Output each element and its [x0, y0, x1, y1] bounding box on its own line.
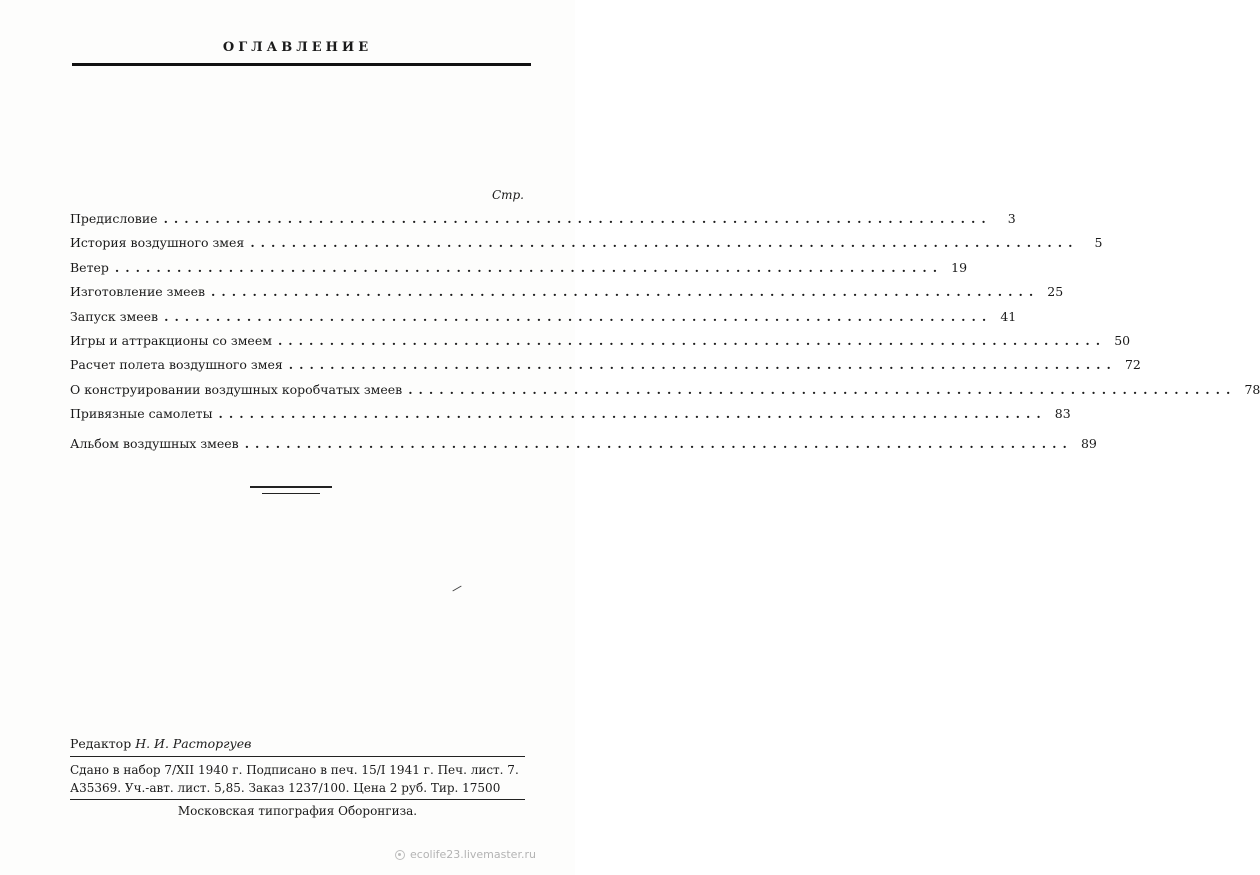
toc-entry-title: Расчет полета воздушного змея	[70, 357, 283, 373]
stray-mark	[452, 586, 461, 592]
toc-entry-page: 78	[1244, 381, 1260, 397]
toc-entry-page: 5	[1094, 235, 1103, 251]
toc-leader-dots: ................................................................................	[277, 332, 1107, 348]
toc-leader-dots: ................................................................................	[244, 435, 1073, 451]
imprint-line: Сдано в набор 7/XII 1940 г. Подписано в печ. 15/I 1941 г. Печ. лист. 7.	[70, 763, 519, 777]
toc-entry-page: 72	[1124, 357, 1141, 373]
toc-entry-page: 41	[1000, 308, 1017, 324]
imprint-rule	[70, 756, 525, 757]
end-ornament-line	[262, 493, 320, 494]
page-column-label: Стр.	[491, 188, 524, 202]
editor-name: Н. И. Расторгуев	[135, 736, 252, 751]
toc-entry-title: Изготовление змеев	[70, 284, 206, 300]
editor-credit	[70, 736, 251, 751]
table-of-contents	[70, 207, 1260, 456]
toc-entry-title: История воздушного змея	[70, 235, 245, 251]
toc-entry-title: О конструировании воздушных коробчатых змеев	[70, 381, 403, 397]
end-ornament-line	[250, 486, 332, 488]
watermark	[395, 848, 536, 861]
toc-entry-page: 3	[1007, 211, 1016, 226]
page-title: ОГЛАВЛЕНИЕ	[222, 40, 373, 55]
toc-entry-page: 83	[1054, 406, 1071, 422]
toc-leader-dots: ................................................................................	[250, 235, 1079, 251]
toc-entry-title: Ветер	[70, 259, 109, 275]
toc-entry-title: Запуск змеев	[70, 308, 159, 324]
toc-entry	[70, 378, 1260, 402]
printer-line: Московская типография Оборонгиза.	[177, 804, 418, 818]
toc-leader-dots: ................................................................................	[218, 406, 1047, 422]
toc-entry	[70, 231, 1103, 255]
toc-entry-title: Альбом воздушных змеев	[70, 435, 239, 451]
toc-entry	[70, 280, 1064, 304]
toc-entry-title: Игры и аттракционы со змеем	[70, 332, 272, 348]
title-rule	[72, 63, 531, 66]
toc-entry	[70, 353, 1141, 377]
toc-entry-title: Привязные самолеты	[70, 406, 213, 422]
imprint-block	[70, 761, 530, 797]
toc-entry	[70, 432, 1097, 456]
toc-entry	[70, 329, 1131, 353]
toc-leader-dots: ................................................................................	[408, 381, 1237, 397]
toc-entry-page: 25	[1047, 284, 1064, 300]
imprint-rule	[70, 799, 525, 800]
toc-entry	[70, 402, 1071, 426]
toc-entry	[70, 207, 1016, 231]
toc-entry-page: 19	[951, 259, 968, 275]
toc-entry	[70, 256, 968, 280]
editor-label: Редактор	[70, 736, 132, 751]
toc-leader-dots: ................................................................................	[288, 357, 1117, 373]
toc-entry-page: 89	[1080, 435, 1097, 451]
toc-leader-dots: ................................................................................	[163, 211, 992, 226]
watermark-text: ecolife23.livemaster.ru	[410, 848, 536, 861]
toc-leader-dots: ................................................................................	[211, 284, 1040, 300]
toc-leader-dots: ................................................................................	[164, 308, 993, 324]
toc-entry-title: Предисловие	[70, 211, 158, 226]
toc-entry	[70, 305, 1017, 329]
watermark-logo-icon	[395, 850, 405, 860]
imprint-line: А35369. Уч.-авт. лист. 5,85. Заказ 1237/100. Цена 2 руб. Тир. 17500	[70, 781, 501, 795]
toc-leader-dots: ................................................................................	[114, 259, 944, 275]
toc-entry-page: 50	[1114, 332, 1131, 348]
